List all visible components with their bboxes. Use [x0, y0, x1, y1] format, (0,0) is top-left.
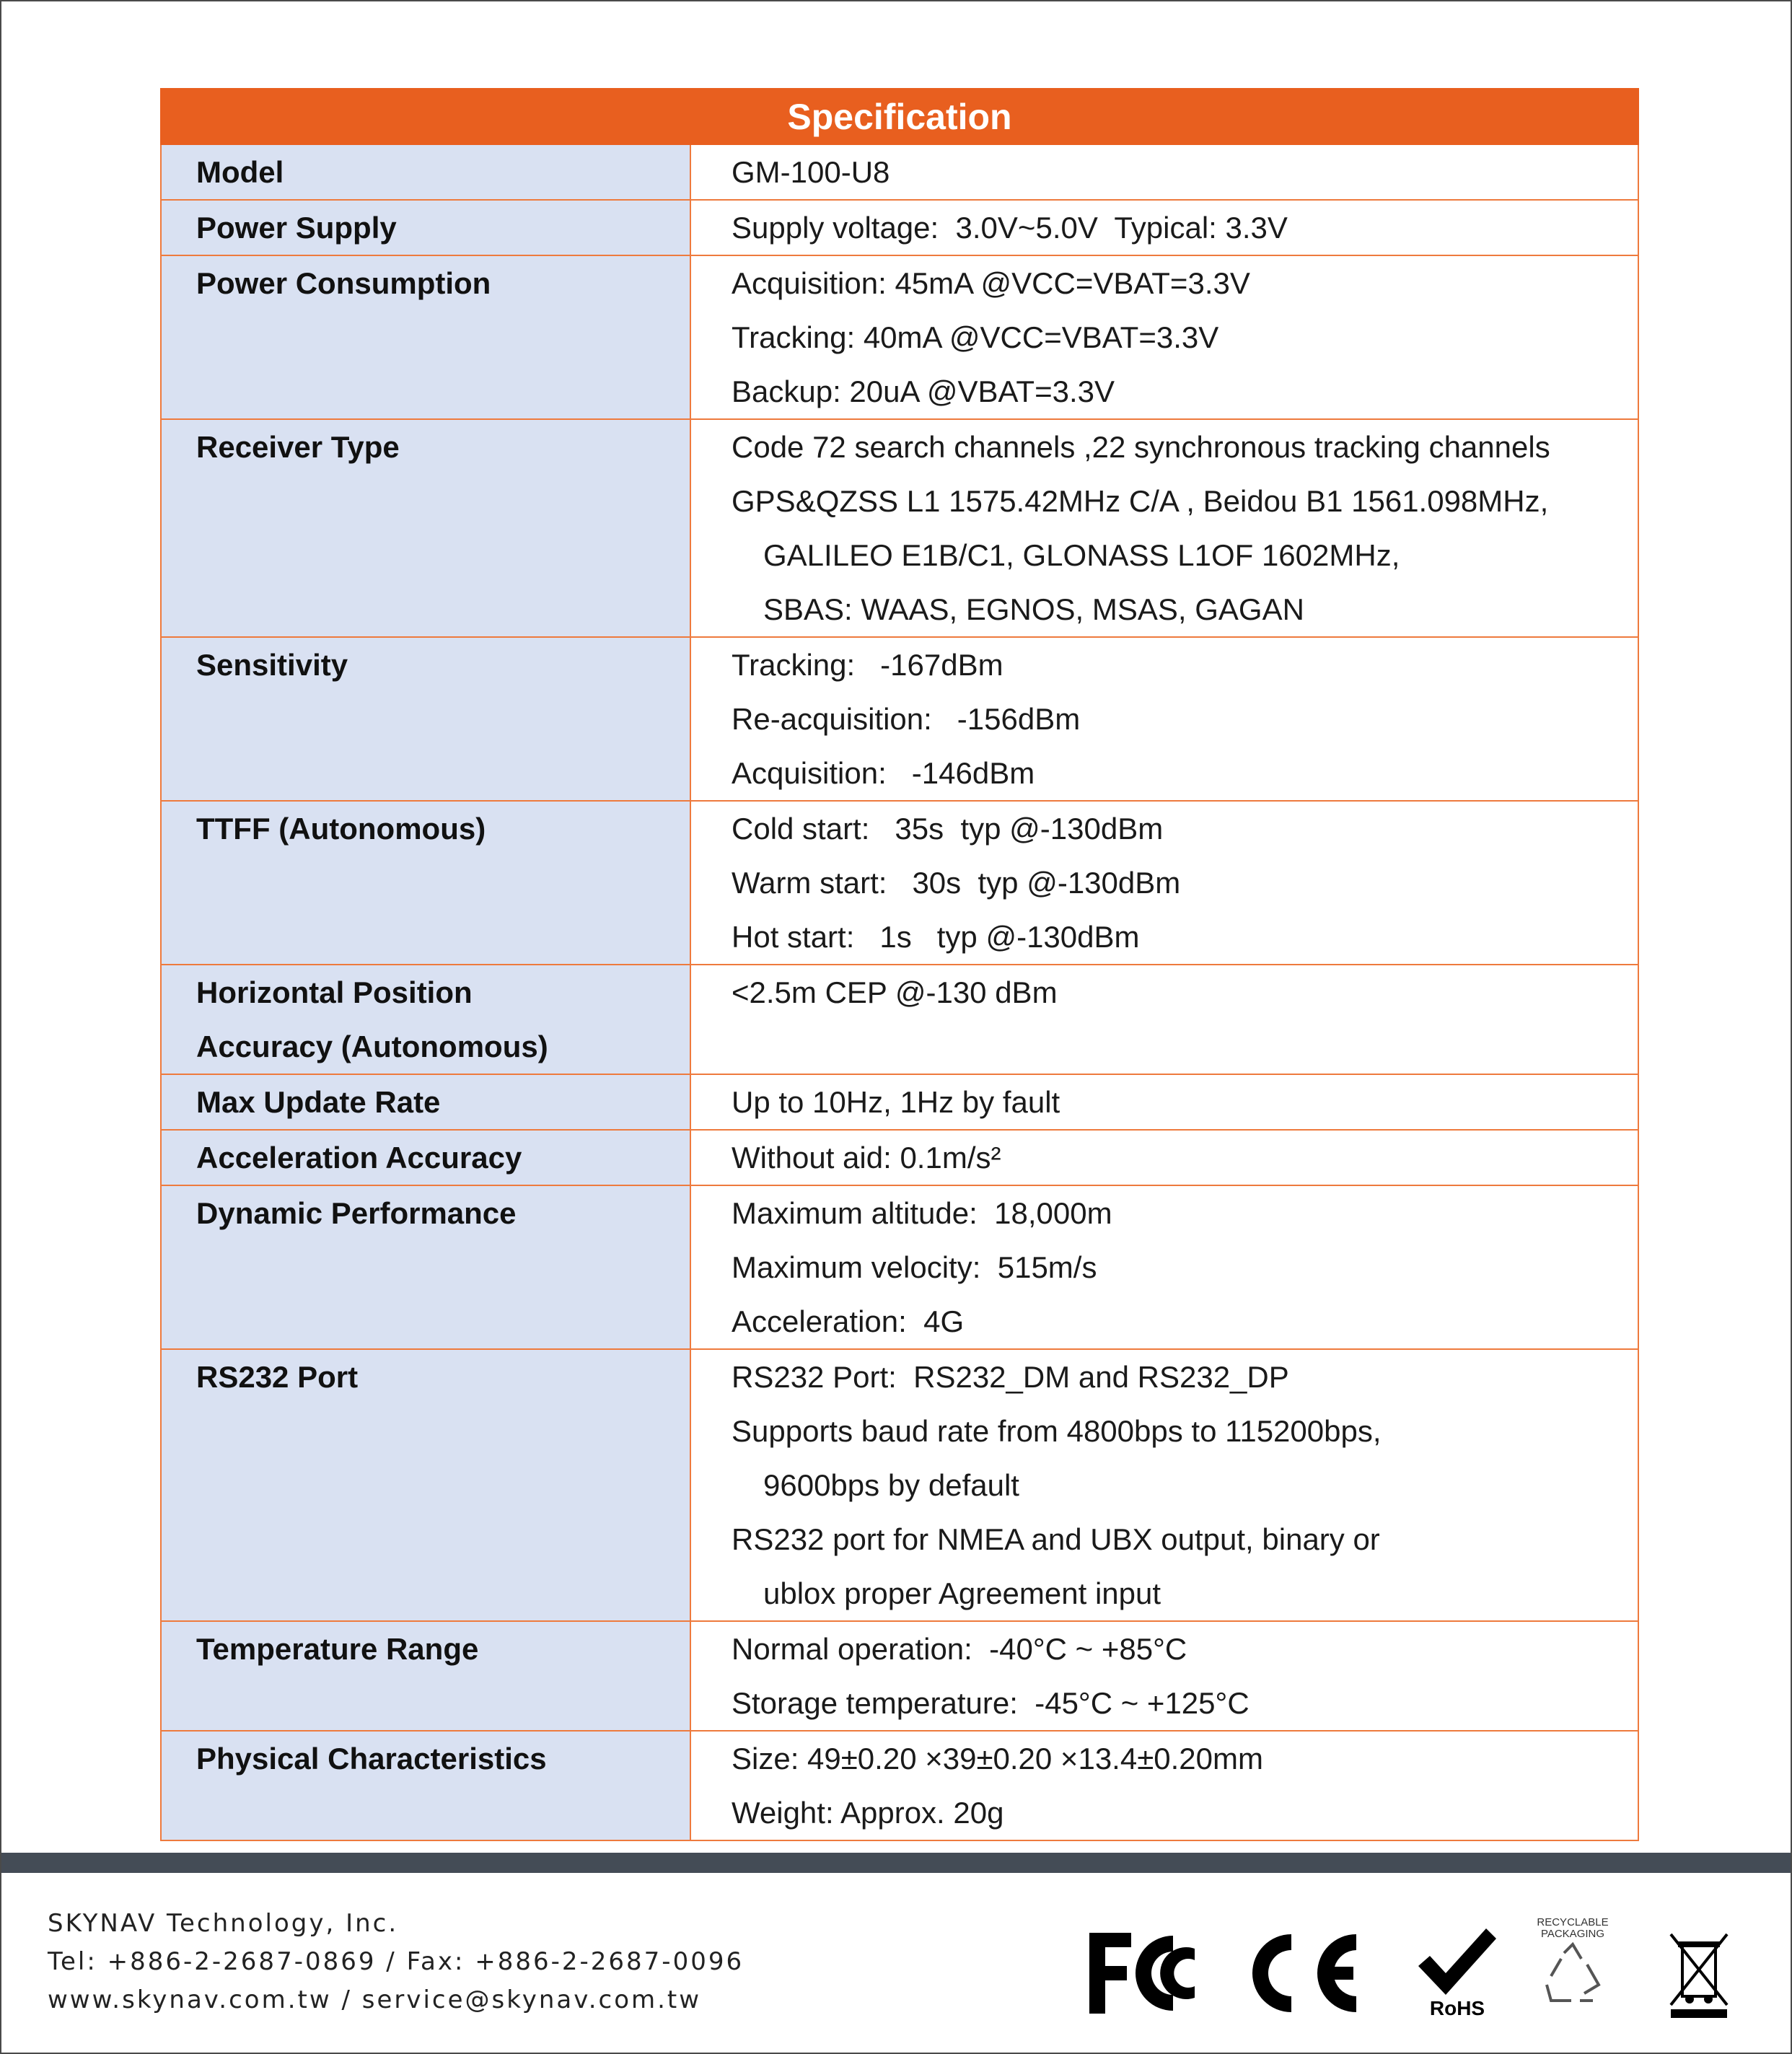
spec-value-cell [690, 255, 1638, 419]
spec-value: GPS&QZSS L1 1575.42MHz C/A , Beidou B1 1561.098MHz, [732, 484, 1549, 518]
rohs-logo [1414, 1926, 1501, 2018]
spec-value-cell [690, 1074, 1638, 1130]
spec-row [161, 1621, 1638, 1731]
spec-label-cell [161, 1074, 690, 1130]
spec-value-cell [690, 637, 1638, 801]
spec-row [161, 1731, 1638, 1840]
spec-value: Supply voltage: 3.0V~5.0V Typical: 3.3V [732, 211, 1288, 245]
spec-value-cell [690, 801, 1638, 965]
spec-value: Maximum velocity: 515m/s [732, 1250, 1097, 1284]
ce-logo [1241, 1931, 1363, 2015]
spec-row [161, 1074, 1638, 1130]
spec-value: Supports baud rate from 4800bps to 115200bps, [732, 1414, 1382, 1448]
spec-row [161, 255, 1638, 419]
spec-value-cell [690, 1731, 1638, 1840]
spec-label: Sensitivity [196, 648, 348, 682]
spec-label: Horizontal Position [196, 975, 473, 1009]
spec-value: <2.5m CEP @-130 dBm [732, 975, 1058, 1009]
spec-value-cell [690, 419, 1638, 637]
spec-row [161, 419, 1638, 637]
spec-label-cell [161, 1621, 690, 1731]
spec-value: Hot start: 1s typ @-130dBm [732, 920, 1140, 954]
spec-value: Normal operation: -40°C ~ +85°C [732, 1632, 1187, 1666]
spec-value-cell [690, 1621, 1638, 1731]
specification-table [160, 88, 1639, 1841]
spec-label-cell [161, 637, 690, 801]
recycle-text-line-2: PACKAGING [1540, 1928, 1605, 1940]
spec-value: Acquisition: 45mA @VCC=VBAT=3.3V [732, 266, 1250, 300]
spec-label: RS232 Port [196, 1360, 359, 1394]
spec-value-cell [690, 1185, 1638, 1349]
specification-rows [161, 144, 1638, 1840]
footer-bar [1, 1853, 1791, 1873]
spec-value: Acceleration: 4G [732, 1304, 965, 1338]
specification-title: Specification [161, 89, 1638, 144]
spec-value: Code 72 search channels ,22 synchronous tracking channels [732, 430, 1550, 464]
spec-value: ublox proper Agreement input [763, 1576, 1161, 1610]
spec-row [161, 200, 1638, 255]
spec-value: RS232 Port: RS232_DM and RS232_DP [732, 1360, 1289, 1394]
company-info [48, 1905, 744, 2019]
spec-label: Power Consumption [196, 266, 491, 300]
spec-value-cell [690, 965, 1638, 1074]
spec-value: Acquisition: -146dBm [732, 756, 1035, 790]
spec-label-cell [161, 801, 690, 965]
spec-label: Physical Characteristics [196, 1742, 547, 1776]
spec-value: 9600bps by default [763, 1468, 1019, 1502]
spec-value: GALILEO E1B/C1, GLONASS L1OF 1602MHz, [763, 538, 1400, 572]
spec-row [161, 1349, 1638, 1621]
spec-value: Re-acquisition: -156dBm [732, 702, 1081, 736]
spec-value-cell [690, 144, 1638, 200]
spec-value-cell [690, 1349, 1638, 1621]
spec-value: GM-100-U8 [732, 155, 890, 189]
spec-value: RS232 port for NMEA and UBX output, binary or [732, 1522, 1380, 1556]
weee-bin-logo [1666, 1930, 1731, 2019]
spec-label: Max Update Rate [196, 1085, 441, 1119]
certification-logos [1075, 1915, 1739, 2024]
recyclable-packaging-logo [1529, 1915, 1616, 2024]
spec-label-cell [161, 200, 690, 255]
spec-label: Model [196, 155, 284, 189]
rohs-text: RoHS [1429, 1997, 1485, 2018]
spec-value: Tracking: 40mA @VCC=VBAT=3.3V [732, 320, 1219, 354]
spec-value-cell [690, 1130, 1638, 1185]
spec-row [161, 965, 1638, 1074]
spec-label-cell [161, 1349, 690, 1621]
spec-label: Receiver Type [196, 430, 400, 464]
recycle-text-line-1: RECYCLABLE [1537, 1916, 1609, 1928]
spec-label-cell [161, 965, 690, 1074]
spec-value: Up to 10Hz, 1Hz by fault [732, 1085, 1060, 1119]
company-name: SKYNAV Technology, Inc. [48, 1909, 399, 1938]
spec-value: Warm start: 30s typ @-130dBm [732, 866, 1181, 900]
company-phone-fax: Tel: +886-2-2687-0869 / Fax: +886-2-2687-0096 [48, 1947, 745, 1976]
company-web-email: www.skynav.com.tw / service@skynav.com.tw [48, 1985, 702, 2014]
spec-value: Maximum altitude: 18,000m [732, 1196, 1112, 1230]
spec-label-cell [161, 255, 690, 419]
spec-value: Backup: 20uA @VBAT=3.3V [732, 374, 1115, 408]
spec-label: Temperature Range [196, 1632, 479, 1666]
recycle-arrows-icon [1547, 1944, 1599, 2001]
spec-row [161, 1185, 1638, 1349]
spec-value-cell [690, 200, 1638, 255]
spec-row [161, 1130, 1638, 1185]
spec-row [161, 801, 1638, 965]
spec-value: Size: 49±0.20 ×39±0.20 ×13.4±0.20mm [732, 1742, 1263, 1776]
spec-label-cell [161, 1731, 690, 1840]
spec-value: Storage temperature: -45°C ~ +125°C [732, 1686, 1249, 1720]
spec-label: Power Supply [196, 211, 397, 245]
spec-label-cell [161, 419, 690, 637]
spec-label: Accuracy (Autonomous) [196, 1030, 548, 1063]
spec-label-cell [161, 1185, 690, 1349]
spec-row [161, 637, 1638, 801]
spec-value: Without aid: 0.1m/s² [732, 1141, 1001, 1175]
spec-label: TTFF (Autonomous) [196, 812, 486, 846]
spec-value: Tracking: -167dBm [732, 648, 1003, 682]
spec-row [161, 144, 1638, 200]
spec-label: Acceleration Accuracy [196, 1141, 522, 1175]
spec-value: Weight: Approx. 20g [732, 1796, 1004, 1830]
spec-label-cell [161, 1130, 690, 1185]
spec-label-cell [161, 144, 690, 200]
fcc-logo [1086, 1930, 1209, 2016]
spec-value: SBAS: WAAS, EGNOS, MSAS, GAGAN [763, 592, 1304, 626]
spec-value: Cold start: 35s typ @-130dBm [732, 812, 1164, 846]
spec-label: Dynamic Performance [196, 1196, 517, 1230]
